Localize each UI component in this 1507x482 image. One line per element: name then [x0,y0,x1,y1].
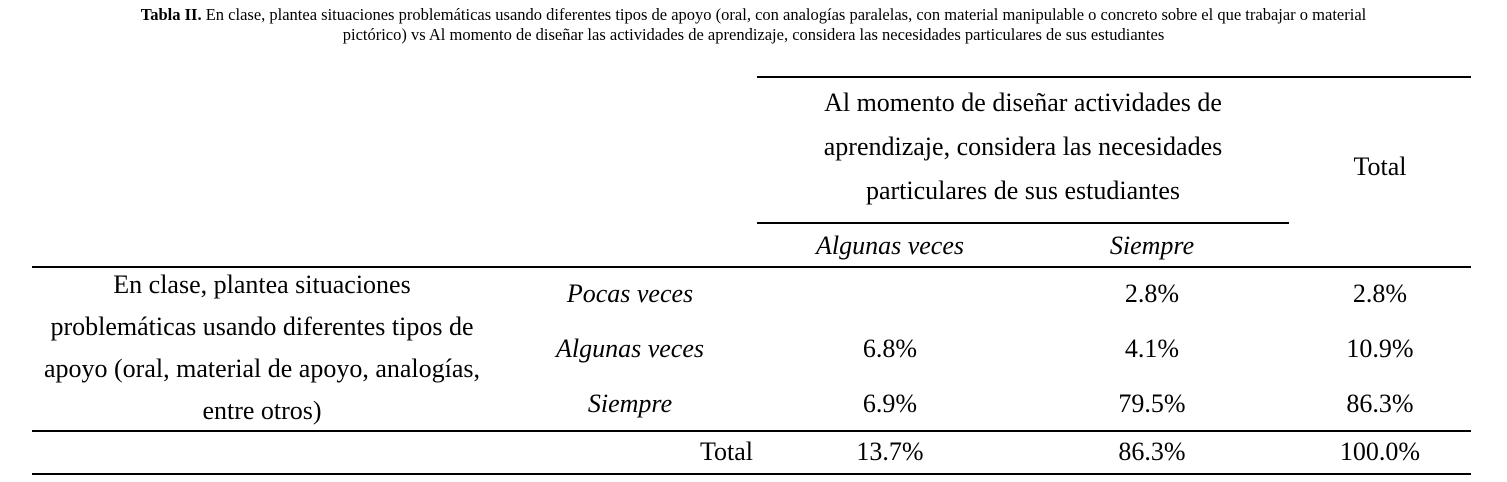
row-label-pocas-veces: Pocas veces [566,279,694,308]
cell-total-siempre: 86.3% [1118,437,1186,466]
row-group-header-line-1: En clase, plantea situaciones [113,270,411,299]
cell-algunas-algunas: 6.8% [862,334,918,363]
col-group-header [757,81,1289,213]
col-group-header-line-3: particulares de sus estudiantes [865,176,1181,205]
cell-total-total: 100.0% [1339,437,1421,466]
cell-siempre-siempre: 79.5% [1118,389,1186,418]
row-label-siempre: Siempre [587,389,673,418]
row-label-total: Total [699,437,753,466]
caption-line-1 [0,5,1507,25]
caption-text-1: En clase, plantea situaciones problemáticas usando diferentes tipos de apoyo (oral, con analogías paralelas, con material manipulable o concreto sobre el que trabajar o material [205,5,1367,24]
cell-pocas-total: 2.8% [1352,279,1408,308]
caption-label: Tabla II. [140,5,202,24]
cell-algunas-total: 10.9% [1346,334,1414,363]
col-total-header: Total [1353,152,1407,181]
row-group-header-line-3: apoyo (oral, material de apoyo, analogías, [43,354,481,383]
cell-siempre-total: 86.3% [1346,389,1414,418]
caption-line-2: pictórico) vs Al momento de diseñar las actividades de aprendizaje, considera las necesidades particulares de sus estudiantes [342,25,1165,44]
col-group-header-line-2: aprendizaje, considera las necesidades [823,132,1223,161]
row-group-header-line-4: entre otros) [202,396,322,425]
cell-pocas-siempre: 2.8% [1124,279,1180,308]
row-group-header-line-2: problemáticas usando diferentes tipos de [50,312,474,341]
col-group-header-line-1: Al momento de diseñar actividades de [824,88,1222,117]
cell-algunas-siempre: 4.1% [1124,334,1180,363]
cell-total-algunas: 13.7% [856,437,924,466]
subcol-header-siempre: Siempre [1109,231,1195,260]
table-caption [0,5,1507,45]
row-label-algunas-veces: Algunas veces [555,334,704,363]
top-rule [757,76,1471,78]
cell-siempre-algunas: 6.9% [862,389,918,418]
subcol-header-algunas: Algunas veces [815,231,964,260]
row-group-header [32,264,492,432]
